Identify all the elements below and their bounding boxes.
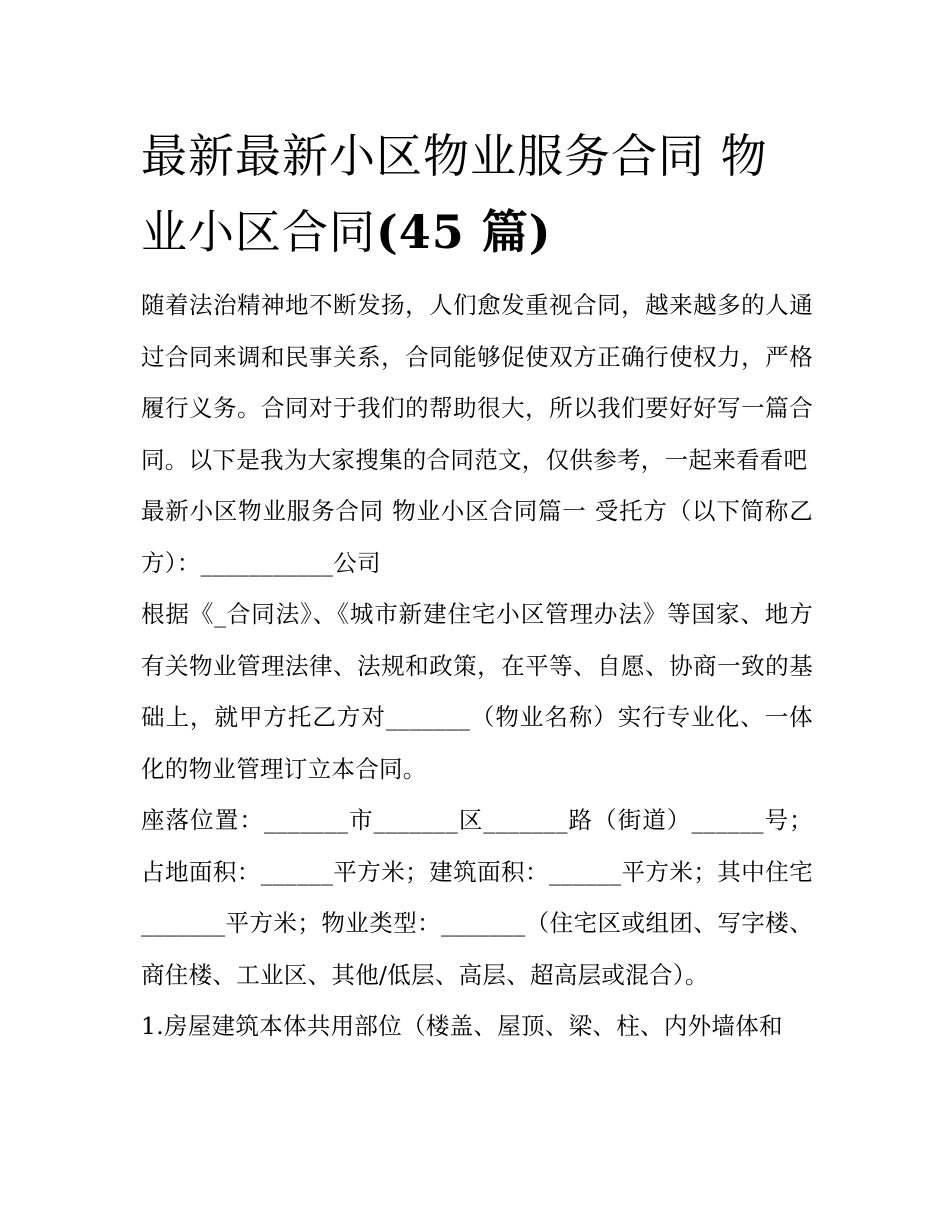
title-main: 最新最新小区物业服务合同 物业小区合同 bbox=[141, 129, 768, 259]
basis-paragraph: 根据《_合同法》、《城市新建住宅小区管理办法》等国家、地方有关物业管理法律、法规和政策，在平等、自愿、协商一致的基础上，就甲方托乙方对_______（物业名称）实行专业化、一体化的物业管理订立本合同。 bbox=[141, 600, 813, 783]
document-title bbox=[141, 118, 813, 270]
document-body bbox=[141, 280, 813, 1053]
contract-heading-paragraph: 最新小区物业服务合同 物业小区合同篇一 受托方（以下简称乙方）：___________公司 bbox=[141, 497, 813, 577]
intro-paragraph: 随着法治精神地不断发扬，人们愈发重视合同，越来越多的人通过合同来调和民事关系，合同能够促使双方正确行使权力，严格履行义务。合同对于我们的帮助很大，所以我们要好好写一篇合同。以下是我为大家搜集的合同范文，仅供参考，一起来看看吧 bbox=[141, 291, 813, 474]
title-suffix: (45 篇) bbox=[376, 205, 552, 259]
document-page bbox=[141, 118, 813, 1053]
clause-1-paragraph: 1.房屋建筑本体共用部位（楼盖、屋顶、梁、柱、内外墙体和 bbox=[141, 1012, 783, 1040]
property-info-paragraph: 座落位置：_______市_______区_______路（街道）______号；占地面积：______平方米；建筑面积：______平方米；其中住宅_______平方米；物业类型：_______（住宅区或组团、写字楼、商住楼、工业区、其他/低层、高层、超高层或混合）。 bbox=[141, 806, 813, 989]
